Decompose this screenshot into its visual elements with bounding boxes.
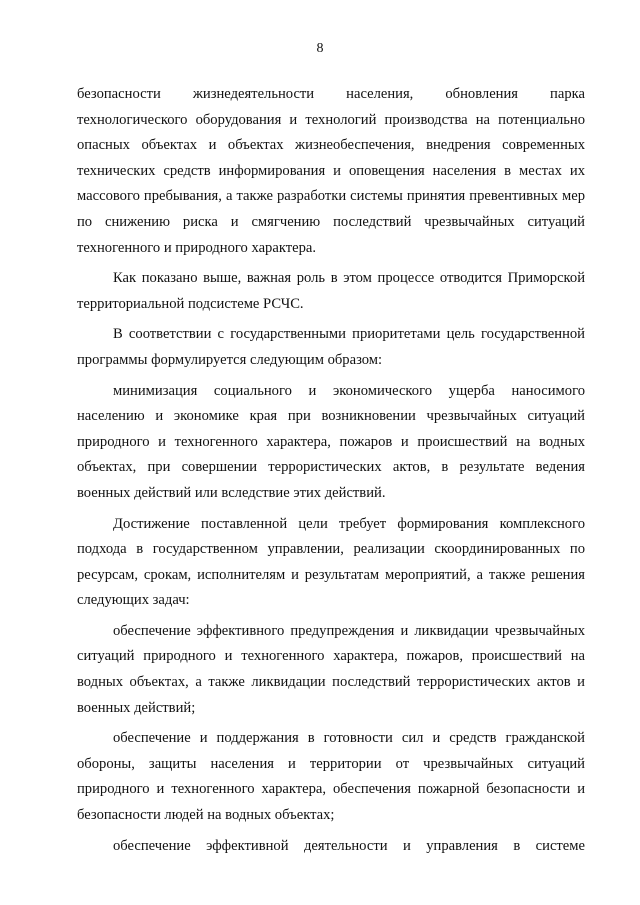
paragraph-task-management: обеспечение эффективной деятельности и управления в системе [113, 837, 585, 854]
paragraph-continuation: безопасности жизнедеятельности населения, обновления парка технологического оборудования и технологий производства на потенциально опасных объектах и объектах жизнеобеспечения, внедрения современных технических средств информирования и оповещения населения в местах их массового пребывания, а также разработки системы принятия превентивных мер по снижению риска и смягчению последствий чрезвычайных ситуаций техногенного и природного характера. [77, 86, 585, 256]
paragraph-primorsky-role: Как показано выше, важная роль в этом процессе отводится Приморской территориальной подсистеме РСЧС. [77, 270, 585, 312]
document-body [77, 82, 585, 859]
paragraph-program-goal: минимизация социального и экономического ущерба наносимого населению и экономике края при возникновении чрезвычайных ситуаций природного и техногенного характера, пожаров и происшествий на водных объектах, при совершении террористических актов, в результате ведения военных действий или вследствие этих действий. [77, 382, 585, 501]
paragraph-program-goal-intro: В соответствии с государственными приоритетами цель государственной программы формулируется следующим образом: [77, 326, 585, 368]
paragraph-task-prevention: обеспечение эффективного предупреждения и ликвидации чрезвычайных ситуаций природного и техногенного характера, пожаров, происшествий на водных объектах, а также ликвидации последствий террористических актов и военных действий; [77, 622, 585, 716]
paragraph-task-civil-defense: обеспечение и поддержания в готовности сил и средств гражданской обороны, защиты населения и территории от чрезвычайных ситуаций природного и техногенного характера, обеспечения пожарной безопасности и безопасности людей на водных объектах; [77, 730, 585, 824]
paragraph-tasks-intro: Достижение поставленной цели требует формирования комплексного подхода в государственном управлении, реализации скоординированных по ресурсам, срокам, исполнителям и результатам мероприятий, а также решения следующих задач: [77, 515, 585, 609]
page-number: 8 [316, 41, 324, 56]
